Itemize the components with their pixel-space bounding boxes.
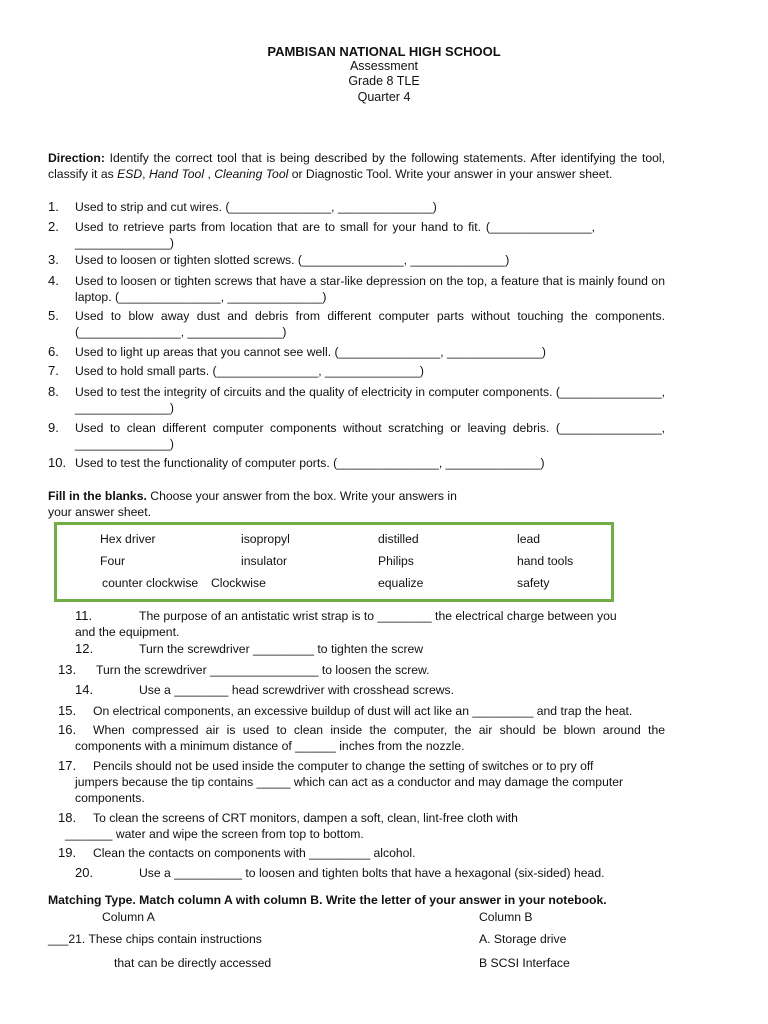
cleaning-tool-text: Cleaning Tool <box>214 166 289 181</box>
word-option: insulator <box>241 554 288 568</box>
grade-label: Grade 8 TLE <box>348 74 420 88</box>
item-number: 5. <box>48 308 59 323</box>
fill-item: Turn the screwdriver _________ to tighten the screw <box>139 642 424 656</box>
fill-item: On electrical components, an excessive buildup of dust will act like an _________ and trap the heat. <box>93 704 633 718</box>
assessment-title: Assessment <box>349 59 419 73</box>
item-number: 16. <box>58 722 77 737</box>
direction-text-1: Identify the correct tool that is being described by the following statements. After identifying the tool, classify it as <box>48 151 665 181</box>
quarter-label: Quarter 4 <box>357 90 411 104</box>
column-b-header: Column B <box>479 910 533 924</box>
item-number: 9. <box>48 420 59 435</box>
word-option: safety <box>517 576 550 590</box>
fill-blanks-title: Fill in the blanks. <box>48 489 147 503</box>
word-option: distilled <box>378 532 419 546</box>
fill-item-cont: _______ water and wipe the screen from top to bottom. <box>65 827 364 841</box>
item-number: 11. <box>75 608 93 623</box>
question-item: Used to clean different computer components without scratching or leaving debris. (_______________, ______________) <box>75 421 665 451</box>
item-number: 6. <box>48 344 59 359</box>
question-item: Used to strip and cut wires. (_______________, ______________) <box>75 200 437 214</box>
esd-text: ESD <box>117 166 143 181</box>
word-option: Hex driver <box>100 532 156 546</box>
direction-paragraph <box>48 151 665 182</box>
question-item: Used to loosen or tighten slotted screws. (_______________, ______________) <box>75 253 510 267</box>
question-item: Used to blow away dust and debris from different computer parts without touching the components. (_______________, ______________) <box>75 309 665 339</box>
question-item: Used to test the functionality of computer ports. (_______________, ______________) <box>75 456 545 470</box>
item-number: 15. <box>58 703 77 718</box>
fill-item-cont: components. <box>75 791 145 805</box>
fill-item: When compressed air is used to clean inside the computer, the air should be blown around the components with a minimum distance of ______ inches from the nozzle. <box>75 723 665 753</box>
question-item: Used to light up areas that you cannot see well. (_______________, ______________) <box>75 345 546 359</box>
item-number: 1. <box>48 199 59 214</box>
fill-item-cont: and the equipment. <box>75 625 180 639</box>
item-number: 17. <box>58 758 77 773</box>
word-option: counter clockwise <box>102 576 199 590</box>
item-number: 13. <box>58 662 77 677</box>
item-number: 3. <box>48 252 59 267</box>
fill-item: To clean the screens of CRT monitors, dampen a soft, clean, lint-free cloth with <box>93 811 518 825</box>
item-number: 7. <box>48 363 59 378</box>
fill-item-cont: jumpers because the tip contains _____ which can act as a conductor and may damage the computer <box>75 775 624 789</box>
item-number: 14. <box>75 682 94 697</box>
item-number: 18. <box>58 810 77 825</box>
matching-item-21-cont: that can be directly accessed <box>114 956 272 970</box>
word-option: Clockwise <box>211 576 266 590</box>
item-number: 12. <box>75 641 94 656</box>
question-item: Used to loosen or tighten screws that have a star-like depression on the top, a feature that is mainly found on laptop. (_______________, ______________) <box>75 274 665 304</box>
matching-item-21: ___21. These chips contain instructions <box>48 932 262 946</box>
fill-item: Use a __________ to loosen and tighten bolts that have a hexagonal (six-sided) head. <box>139 866 605 880</box>
fill-blanks-text: Choose your answer from the box. Write your answers in <box>146 489 457 503</box>
word-option: equalize <box>378 576 424 590</box>
matching-title: Matching Type. Match column A with column B. Write the letter of your answer in your notebook. <box>48 893 607 907</box>
fill-item: Turn the screwdriver ________________ to loosen the screw. <box>96 663 430 677</box>
fill-blanks-instruction <box>48 489 457 520</box>
sep: , <box>204 166 215 181</box>
column-a-header: Column A <box>102 910 155 924</box>
fill-item: Clean the contacts on components with _________ alcohol. <box>93 846 416 860</box>
item-number: 19. <box>58 845 77 860</box>
word-option: Philips <box>378 554 414 568</box>
direction-text-2: or Diagnostic Tool. Write your answer in your answer sheet. <box>288 166 613 181</box>
item-number: 20. <box>75 865 94 880</box>
school-name: PAMBISAN NATIONAL HIGH SCHOOL <box>267 44 501 59</box>
fill-item: Use a ________ head screwdriver with crosshead screws. <box>139 683 455 697</box>
item-number: 2. <box>48 219 59 234</box>
word-option: lead <box>517 532 541 546</box>
item-number: 8. <box>48 384 59 399</box>
fill-blanks-text-2: your answer sheet. <box>48 504 151 519</box>
sep: , <box>142 166 149 181</box>
word-option: Four <box>100 554 126 568</box>
choice-b: B SCSI Interface <box>479 956 570 970</box>
fill-item: Pencils should not be used inside the computer to change the setting of switches or to pry off <box>93 759 594 773</box>
choice-a: A. Storage drive <box>479 932 567 946</box>
fill-item: The purpose of an antistatic wrist strap is to ________ the electrical charge between you <box>139 609 617 623</box>
item-number: 10. <box>48 455 67 470</box>
question-item: Used to test the integrity of circuits and the quality of electricity in computer components. (_______________, ______________) <box>75 385 665 415</box>
question-item: Used to retrieve parts from location that are to small for your hand to fit. (_______________, ______________) <box>75 220 595 250</box>
item-number: 4. <box>48 273 59 288</box>
direction-label: Direction: <box>48 151 105 165</box>
word-option: isopropyl <box>241 532 290 546</box>
hand-tool-text: Hand Tool <box>148 166 205 181</box>
word-option: hand tools <box>517 554 574 568</box>
question-item: Used to hold small parts. (_______________, ______________) <box>75 364 424 378</box>
